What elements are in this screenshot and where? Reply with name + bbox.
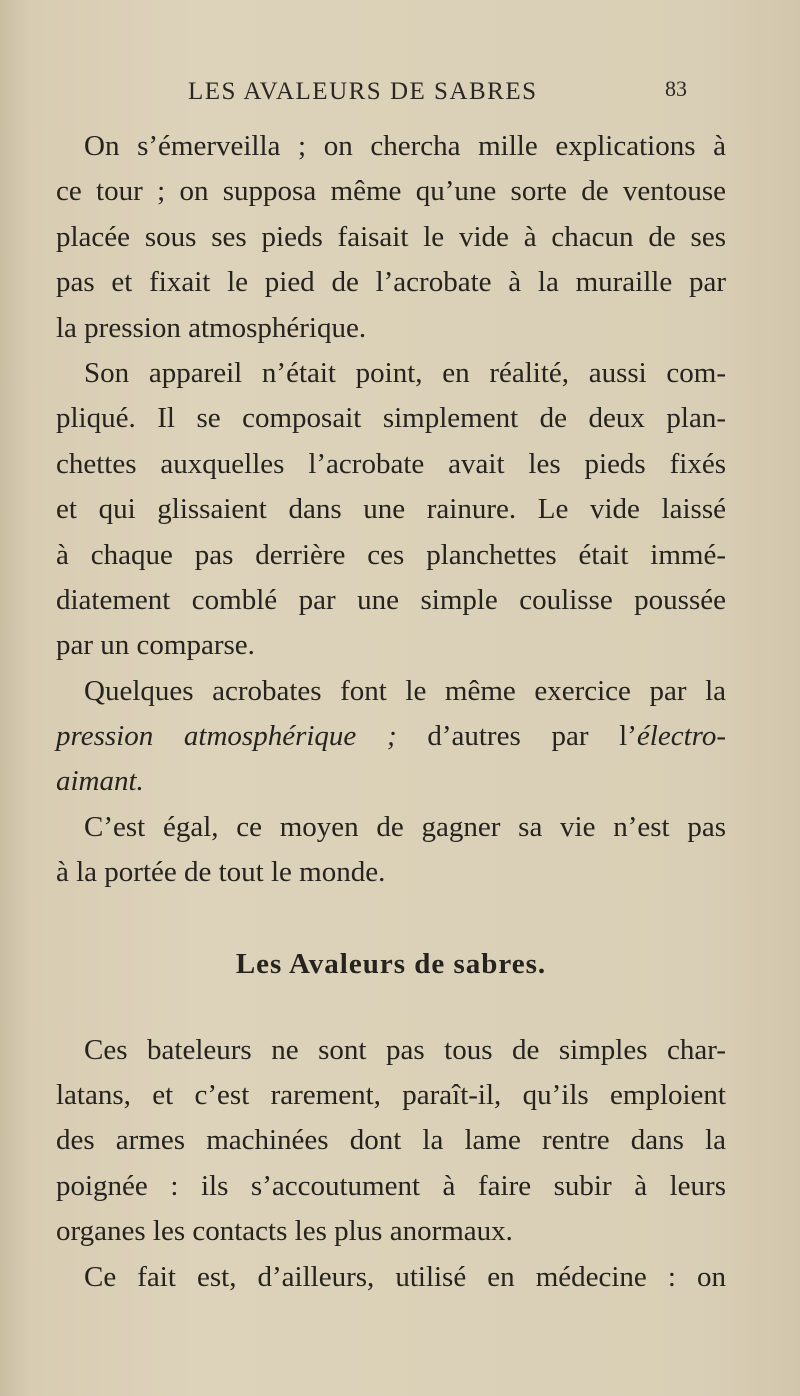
italic-phrase: électro- xyxy=(636,720,726,753)
section-heading: Les Avaleurs de sabres. xyxy=(235,947,547,980)
text-line: à la portée de tout le monde. xyxy=(56,856,386,889)
italic-phrase: pression atmosphérique ; xyxy=(56,720,397,753)
italic-phrase: aimant. xyxy=(56,765,144,798)
text-span: d’autres par l’ xyxy=(427,720,637,753)
text-line: poignée : ils s’accoutument à faire subir à leurs xyxy=(56,1169,726,1202)
text-line: par un comparse. xyxy=(56,629,255,662)
spacer xyxy=(56,990,726,1028)
text-line: ce tour ; on supposa même qu’une sorte de ventouse xyxy=(56,175,726,208)
page-number: 83 xyxy=(665,76,687,101)
text-line: Son appareil n’était point, en réalité, aussi com- xyxy=(84,356,726,389)
text-line: diatement comblé par une simple coulisse poussée xyxy=(56,583,726,616)
text-line: Quelques acrobates font le même exercice par la xyxy=(84,674,726,707)
page-header xyxy=(0,72,800,112)
body-text xyxy=(56,124,726,1300)
running-title: LES AVALEURS DE SABRES xyxy=(188,78,538,105)
text-line: Ces bateleurs ne sont pas tous de simples char- xyxy=(84,1033,726,1066)
text-line: placée sous ses pieds faisait le vide à chacun de ses xyxy=(56,220,726,253)
text-line: Ce fait est, d’ailleurs, utilisé en médecine : on xyxy=(84,1260,726,1293)
text-line: à chaque pas derrière ces planchettes était immé- xyxy=(56,538,726,571)
text-line: organes les contacts les plus anormaux. xyxy=(56,1215,513,1248)
text-line: pas et fixait le pied de l’acrobate à la muraille par xyxy=(56,266,726,299)
text-line: la pression atmosphérique. xyxy=(56,311,367,344)
text-line-mixed xyxy=(56,714,726,759)
spacer xyxy=(56,896,726,938)
text-line: C’est égal, ce moyen de gagner sa vie n’est pas xyxy=(84,810,726,843)
text-line: des armes machinées dont la lame rentre dans la xyxy=(56,1124,726,1157)
text-line: latans, et c’est rarement, paraît-il, qu’ils emploient xyxy=(56,1079,726,1112)
text-line: pliqué. Il se composait simplement de deux plan- xyxy=(56,402,726,435)
text-line: On s’émerveilla ; on chercha mille explications à xyxy=(84,130,726,162)
text-line: et qui glissaient dans une rainure. Le vide laissé xyxy=(56,493,726,526)
text-line: chettes auxquelles l’acrobate avait les pieds fixés xyxy=(56,447,726,480)
text-line xyxy=(56,759,726,804)
